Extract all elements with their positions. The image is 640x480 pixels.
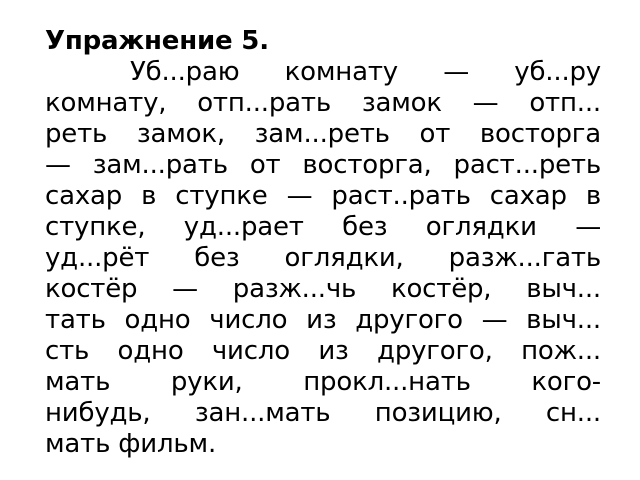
text-line: уд...рёт без оглядки, разж...гать — [45, 243, 601, 273]
text-line: комнату, отп...рать замок — отп... — [45, 88, 601, 118]
text-line: — зам...рать от восторга, раст...реть — [45, 150, 601, 180]
text-line: реть замок, зам...реть от восторга — [45, 119, 601, 149]
text-line: сть одно число из другого, пож... — [45, 336, 601, 366]
text-line: Уб...раю комнату — уб...ру — [130, 57, 601, 87]
exercise-title: Упражнение 5. — [45, 26, 269, 56]
text-line: нибудь, зан...мать позицию, сн... — [45, 398, 601, 428]
text-line: мать фильм. — [45, 429, 217, 459]
text-line: костёр — разж...чь костёр, выч... — [45, 274, 601, 304]
text-line: сахар в ступке — раст..рать сахар в — [45, 181, 601, 211]
text-line: ступке, уд...рает без оглядки — — [45, 212, 601, 242]
exercise-text-block — [45, 26, 601, 460]
text-line: мать руки, прокл...нать кого- — [45, 367, 601, 397]
text-line: тать одно число из другого — выч... — [45, 305, 601, 335]
